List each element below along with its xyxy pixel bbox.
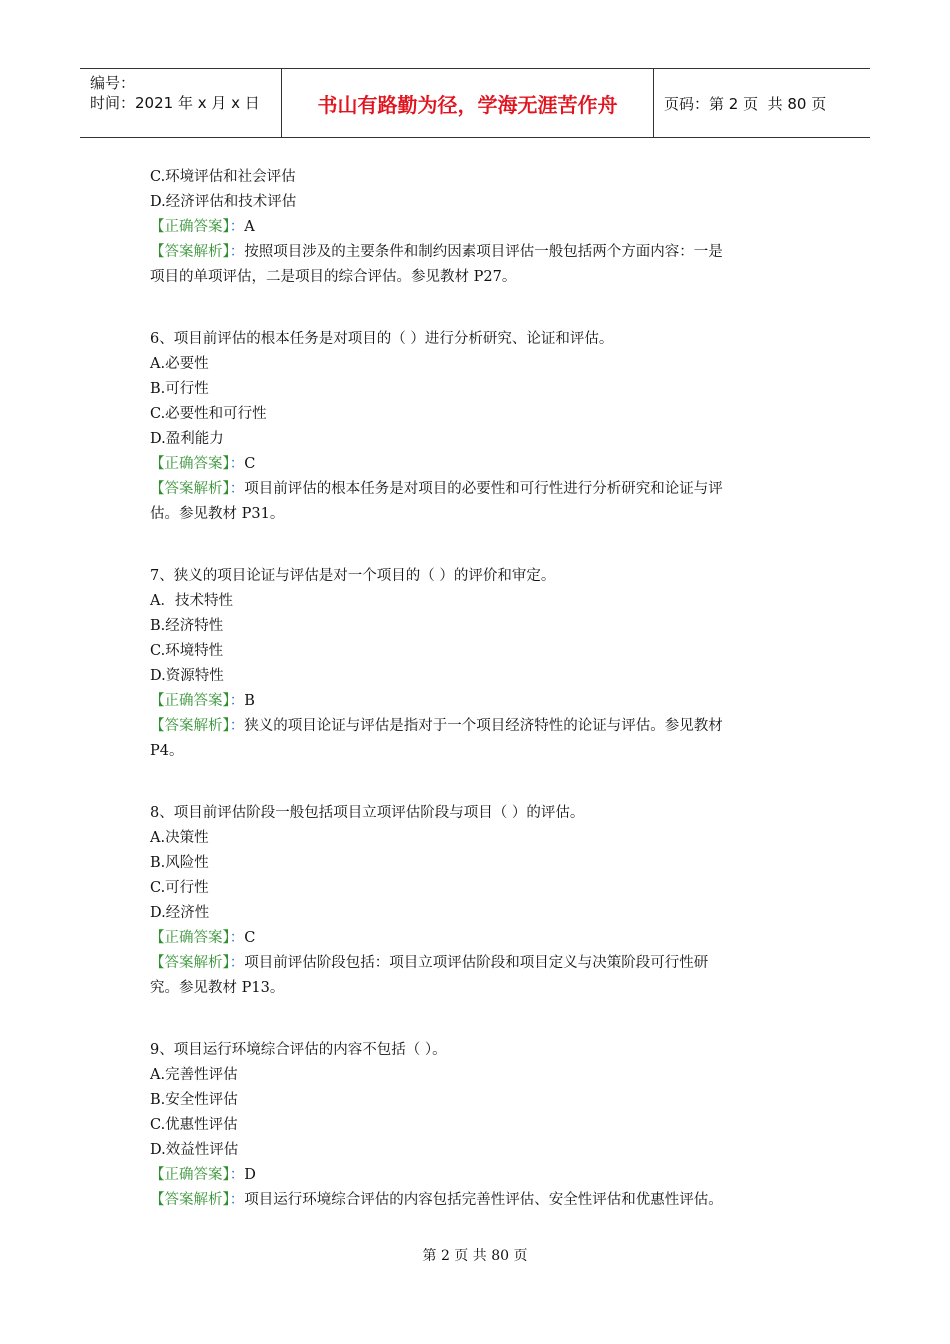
analysis-text-continued: P4。 — [150, 743, 184, 759]
answer-analysis — [150, 477, 800, 502]
analysis-text: 按照项目涉及的主要条件和制约因素项目评估一般包括两个方面内容：一是 — [244, 244, 723, 260]
header-meta — [80, 69, 282, 137]
correct-answer — [150, 926, 800, 951]
option-b: B.可行性 — [150, 381, 209, 397]
option-d: D.盈利能力 — [150, 431, 224, 447]
question-6 — [150, 327, 800, 527]
answer-value: B — [244, 693, 255, 709]
answer-value: C — [244, 930, 256, 946]
analysis-colon: ： — [229, 718, 245, 734]
option-c: C.优惠性评估 — [150, 1117, 238, 1133]
document-time-label: 时间：2021 年 x 月 x 日 — [90, 94, 260, 112]
answer-analysis — [150, 714, 800, 739]
analysis-text-continued: 究。参见教材 P13。 — [150, 980, 285, 996]
analysis-tag: 【答案解析】 — [150, 955, 230, 971]
correct-answer — [150, 215, 800, 240]
answer-colon: ： — [229, 1167, 245, 1183]
analysis-colon: ： — [229, 1192, 245, 1208]
answer-tag: 【正确答案】 — [150, 930, 230, 946]
analysis-tag: 【答案解析】 — [150, 1192, 230, 1208]
option-d: D.效益性评估 — [150, 1142, 239, 1158]
analysis-tag: 【答案解析】 — [150, 481, 230, 497]
analysis-text: 项目前评估阶段包括：项目立项评估阶段和项目定义与决策阶段可行性研 — [244, 955, 709, 971]
option-c: C.必要性和可行性 — [150, 406, 267, 422]
answer-value: A — [244, 219, 255, 235]
header-motto: 书山有路勤为径，学海无涯苦作舟 — [282, 69, 654, 137]
question-text: 7、狭义的项目论证与评估是对一个项目的（ ）的评价和审定。 — [150, 568, 556, 584]
question-text: 8、项目前评估阶段一般包括项目立项评估阶段与项目（ ）的评估。 — [150, 805, 585, 821]
option-b: B.风险性 — [150, 855, 209, 871]
page-footer: 第 2 页 共 80 页 — [422, 1248, 528, 1264]
analysis-colon: ： — [229, 244, 245, 260]
question-text: 9、项目运行环境综合评估的内容不包括（ ）。 — [150, 1042, 447, 1058]
answer-value: C — [244, 456, 256, 472]
header-page-info — [654, 69, 870, 137]
document-body — [150, 165, 800, 1213]
option-c: C.环境特性 — [150, 643, 224, 659]
analysis-tag: 【答案解析】 — [150, 718, 230, 734]
question-text: 6、项目前评估的根本任务是对项目的（ ）进行分析研究、论证和评估。 — [150, 331, 614, 347]
answer-value: D — [244, 1167, 256, 1183]
option-b: B.安全性评估 — [150, 1092, 238, 1108]
answer-analysis — [150, 951, 800, 976]
answer-tag: 【正确答案】 — [150, 1167, 230, 1183]
answer-analysis — [150, 1188, 800, 1213]
correct-answer — [150, 1163, 800, 1188]
option-a: A.完善性评估 — [150, 1067, 238, 1083]
option-a: A.必要性 — [150, 356, 209, 372]
answer-colon: ： — [229, 930, 245, 946]
page-header — [80, 68, 870, 138]
option-a: A．技术特性 — [150, 593, 233, 609]
correct-answer — [150, 689, 800, 714]
document-number-label: 编号： — [90, 74, 136, 92]
correct-answer — [150, 452, 800, 477]
answer-colon: ： — [229, 693, 245, 709]
analysis-colon: ： — [229, 955, 245, 971]
analysis-text: 项目运行环境综合评估的内容包括完善性评估、安全性评估和优惠性评估。 — [244, 1192, 723, 1208]
answer-tag: 【正确答案】 — [150, 693, 230, 709]
question-8 — [150, 801, 800, 1001]
option-d: D.经济评估和技术评估 — [150, 194, 297, 210]
analysis-text: 狭义的项目论证与评估是指对于一个项目经济特性的论证与评估。参见教材 — [244, 718, 723, 734]
option-c: C.可行性 — [150, 880, 209, 896]
analysis-text-continued: 估。参见教材 P31。 — [150, 506, 285, 522]
analysis-colon: ： — [229, 481, 245, 497]
question-7 — [150, 564, 800, 764]
answer-tag: 【正确答案】 — [150, 219, 230, 235]
answer-colon: ： — [229, 219, 245, 235]
option-c: C.环境评估和社会评估 — [150, 169, 296, 185]
option-d: D.经济性 — [150, 905, 210, 921]
option-a: A.决策性 — [150, 830, 209, 846]
answer-analysis — [150, 240, 800, 265]
analysis-text-continued: 项目的单项评估，二是项目的综合评估。参见教材 P27。 — [150, 269, 517, 285]
answer-colon: ： — [229, 456, 245, 472]
header-page-label: 页码：第 2 页 共 80 页 — [664, 94, 827, 113]
question-5-tail — [150, 165, 800, 290]
question-9 — [150, 1038, 800, 1213]
option-b: B.经济特性 — [150, 618, 224, 634]
option-d: D.资源特性 — [150, 668, 224, 684]
analysis-text: 项目前评估的根本任务是对项目的必要性和可行性进行分析研究和论证与评 — [244, 481, 723, 497]
analysis-tag: 【答案解析】 — [150, 244, 230, 260]
answer-tag: 【正确答案】 — [150, 456, 230, 472]
